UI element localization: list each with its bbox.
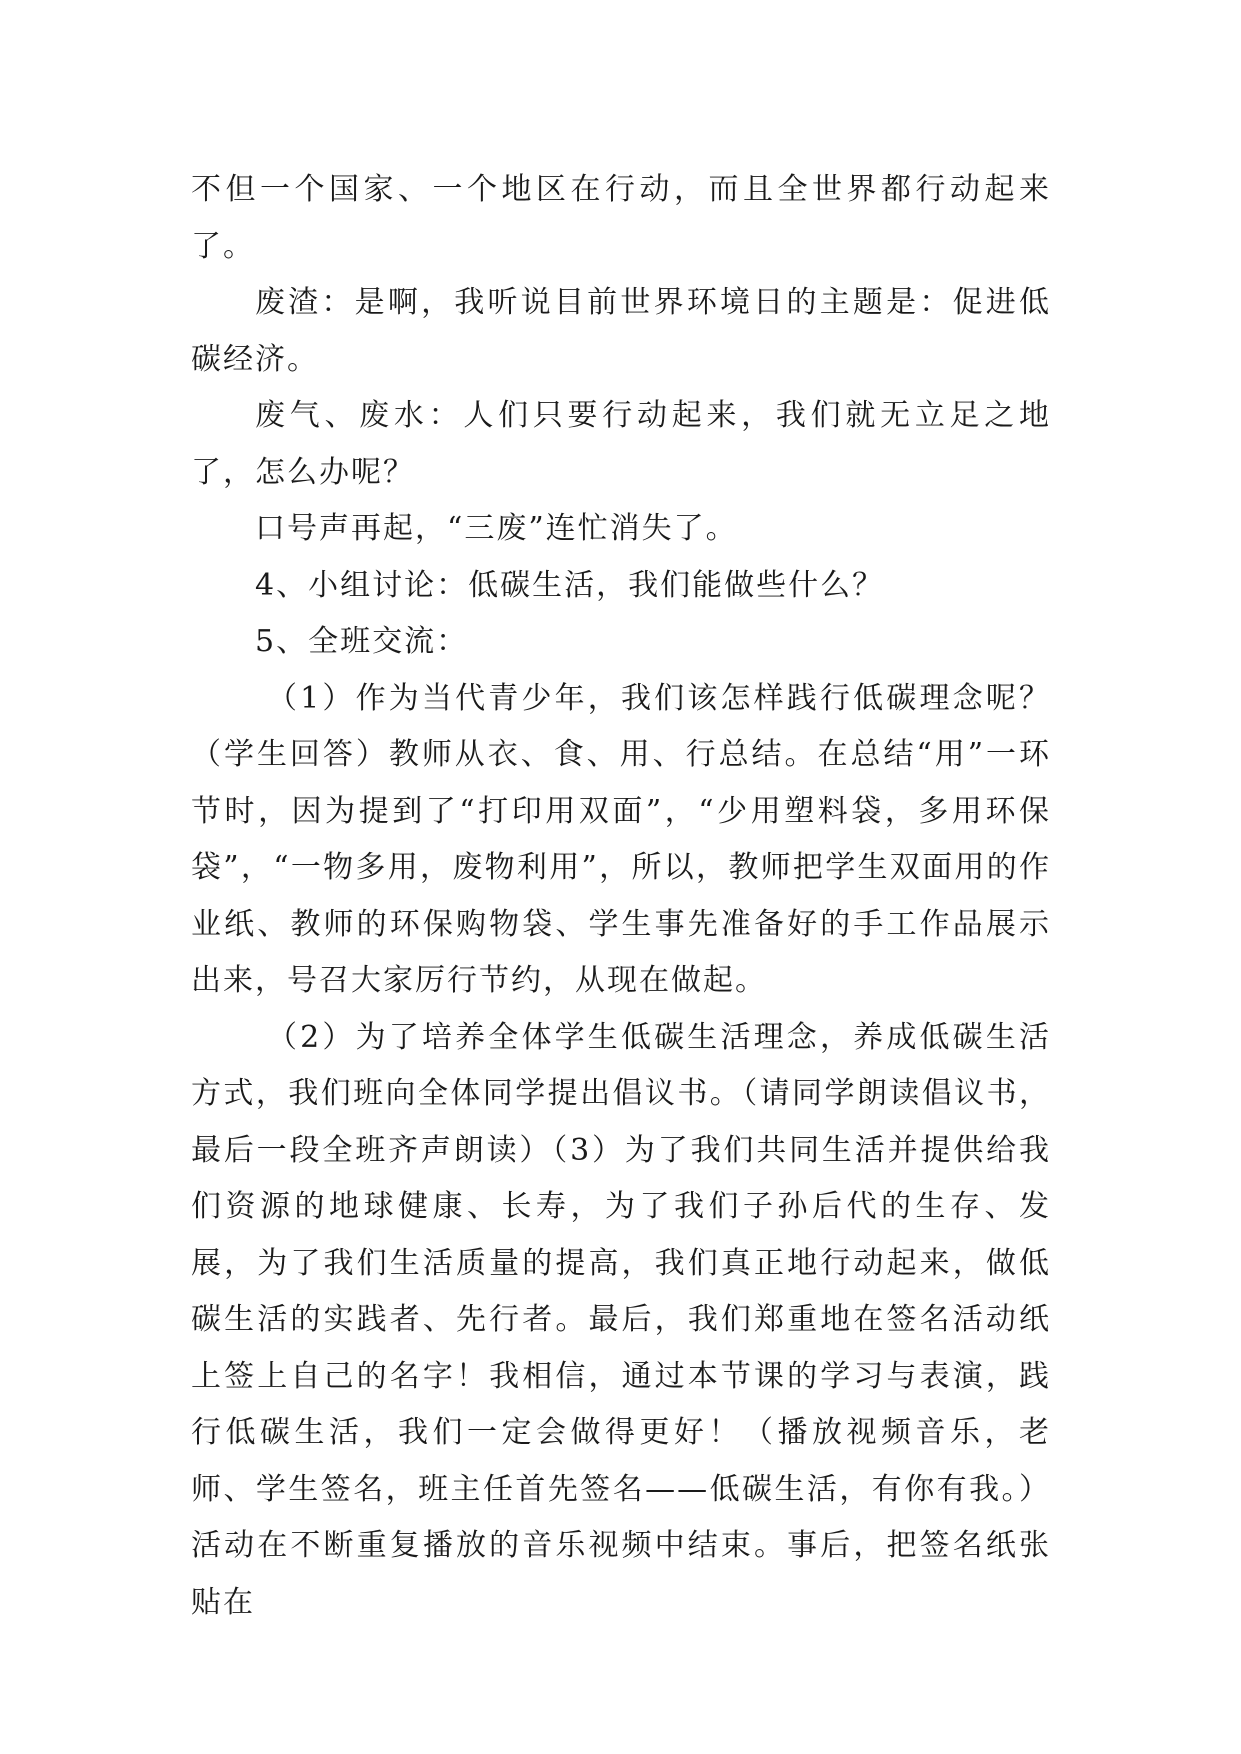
paragraph-group-discussion: 4、小组讨论：低碳生活，我们能做些什么？ (255, 567, 885, 603)
paragraph-item-2: （2）为了培养全体学生低碳生活理念，养成低碳生活方式，我们班向全体同学提出倡议书。（请同学朗读倡议书，最后一段全班齐声朗读）（3）为了我们共同生活并提供给我们资源的地球健康、长寿，为了我们子孙后代的生存、发展，为了我们生活质量的提高，我们真正地行动起来，做低碳生活的实践者、先行者。最后，我们郑重地在签名活动纸上签上自己的名字！我相信，通过本节课的学习与表演，践行低碳生活，我们一定会做得更好！（播放视频音乐，老师、学生签名，班主任首先签名——低碳生活，有你有我。）活动在不断重复播放的音乐视频中结束。事后，把签名纸张贴在 (191, 1019, 1051, 1620)
paragraph-feizha: 废渣：是啊，我听说目前世界环境日的主题是：促进低碳经济。 (191, 285, 1051, 377)
paragraph-item-1: （1）作为当代青少年，我们该怎样践行低碳理念呢？（学生回答）教师从衣、食、用、行总结。在总结“用”一环节时，因为提到了“打印用双面”，“少用塑料袋，多用环保袋”，“一物多用，废物利用”，所以，教师把学生双面用的作业纸、教师的环保购物袋、学生事先准备好的手工作品展示出来，号召大家厉行节约，从现在做起。 (191, 680, 1051, 998)
document-body (191, 162, 1051, 1631)
paragraph-feiqi-feishui: 废气、废水：人们只要行动起来，我们就无立足之地了，怎么办呢？ (191, 398, 1051, 490)
paragraph-class-exchange: 5、全班交流： (255, 624, 469, 659)
paragraph-continuation: 不但一个国家、一个地区在行动，而且全世界都行动起来了。 (191, 172, 1051, 264)
paragraph-slogan: 口号声再起，“三废”连忙消失了。 (255, 511, 738, 546)
